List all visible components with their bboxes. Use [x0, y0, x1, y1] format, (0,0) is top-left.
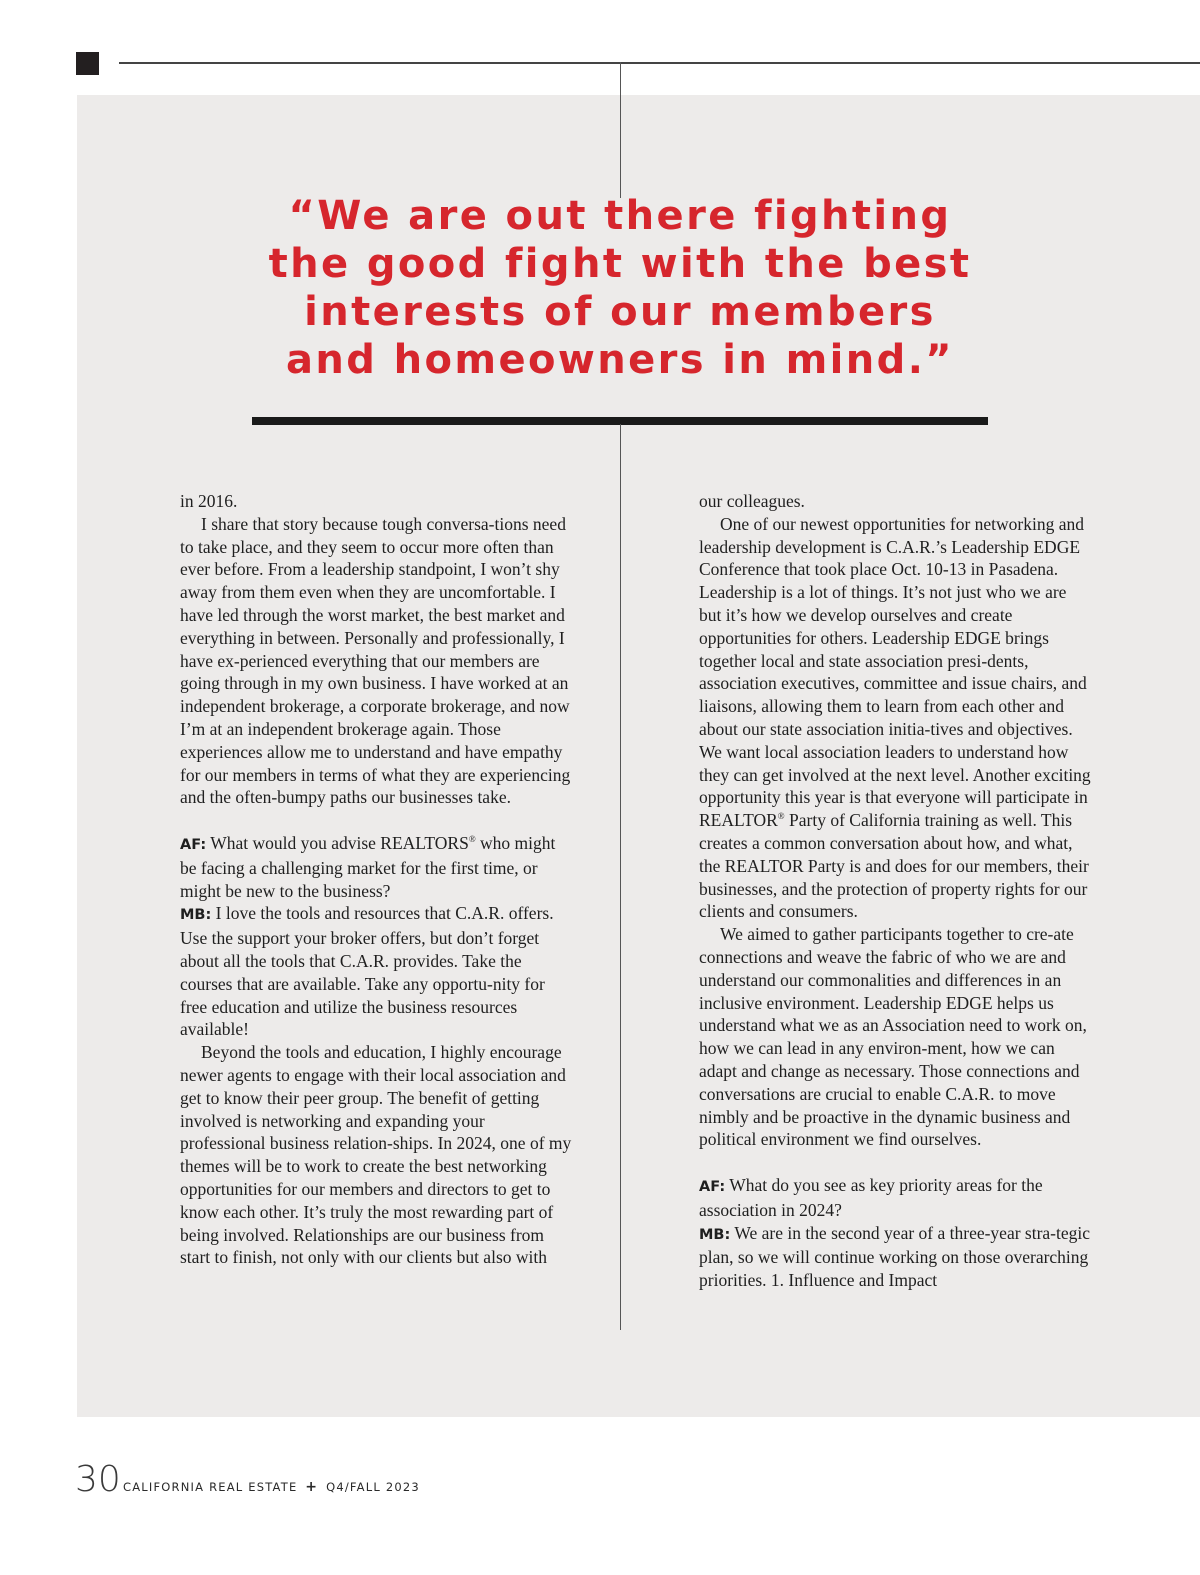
column-divider-top	[620, 62, 621, 198]
left-column	[180, 490, 572, 1269]
column-divider	[620, 424, 621, 1330]
paragraph-text: our colleagues.	[699, 491, 805, 511]
pull-quote: “We are out there fighting the good fight with the best interests of our members and homeowners in mind.”	[268, 193, 972, 383]
top-rule	[119, 62, 1200, 64]
article-paragraph	[180, 832, 572, 902]
article-paragraph	[180, 1041, 572, 1269]
paragraph-text: Beyond the tools and education, I highly encourage newer agents to engage with their local association and get to know their peer group. The benefit of getting involved is networking and expanding your professional business relation-ships. In 2024, one of my themes will be to work to create the best networking opportunities for our members and directors to get to know each other. It’s truly the most rewarding part of being involved. Relationships are our business from start to finish, not only with our clients but also with	[180, 1042, 572, 1268]
article-paragraph	[699, 490, 1091, 513]
corner-square-mark	[76, 52, 99, 75]
page-number: 30	[75, 1459, 121, 1500]
registered-mark: ®	[468, 834, 476, 845]
paragraph-text: I love the tools and resources that C.A.R. offers. Use the support your broker offers, but don’t forget about all the tools that C.A.R. provides. Take the courses that are available. Take any opportu-nity for free education and utilize the business resources available!	[180, 903, 554, 1040]
paragraph-text: We aimed to gather participants together to cre-ate connections and weave the fabric of who we are and understand our commonalities and differences in an inclusive environment. Leadership EDGE helps us understand what we as an Association need to work on, how we can lead in any environ-ment, how we can adapt and change as necessary. Those connections and conversations are crucial to enable C.A.R. to move nimbly and be proactive in the dynamic business and political environment we find ourselves.	[699, 924, 1087, 1150]
paragraph-text: We are in the second year of a three-year stra-tegic plan, so we will continue working on those overarching priorities. 1. Influence and Impact	[699, 1222, 1091, 1291]
article-paragraph	[699, 1222, 1091, 1292]
speaker-label: AF:	[180, 836, 207, 853]
right-column	[699, 490, 1091, 1292]
paragraph-text: I share that story because tough conversa-tions need to take place, and they seem to occur more often than ever before. From a leadership standpoint, I won’t shy away from them even when they are uncomfortable. I have led through the worst market, the best market and everything in between. Personally and professionally, I have ex-perienced everything that our members are going through in my own business. I have worked at an independent brokerage, a corporate brokerage, and now I’m at an independent brokerage again. Those experiences allow me to understand and have empathy for our members in terms of what they are experiencing and the often-bumpy paths our businesses take.	[180, 513, 571, 808]
registered-mark: ®	[777, 811, 785, 822]
speaker-label: AF:	[699, 1178, 726, 1195]
paragraph-text: in 2016.	[180, 491, 238, 511]
article-paragraph	[180, 490, 572, 513]
paragraph-text: What would you advise REALTORS® who might be facing a challenging market for the first time, or might be new to the business?	[180, 832, 556, 901]
publication-line	[123, 1479, 420, 1495]
article-paragraph	[180, 513, 572, 809]
article-paragraph	[699, 513, 1091, 923]
publication-name: CALIFORNIA REAL ESTATE	[123, 1480, 298, 1494]
separator-plus: +	[305, 1479, 319, 1495]
article-paragraph	[180, 902, 572, 1041]
paragraph-text: What do you see as key priority areas for the association in 2024?	[699, 1174, 1043, 1220]
speaker-label: MB:	[180, 907, 212, 924]
paragraph-text: One of our newest opportunities for networking and leadership development is C.A.R.’s Leadership EDGE Conference that took place Oct. 10-13 in Pasadena. Leadership is a lot of things. It’s not just who we are but it’s how we develop ourselves and create opportunities for others. Leadership EDGE brings together local and state association presi-dents, association executives, committee and issue chairs, and liaisons, allowing them to learn from each other and about our state association initia-tives and objectives. We want local association leaders to understand how they can get involved at the next level. Another exciting opportunity this year is that everyone will participate in REALTOR® Party of California training as well. This creates a common conversation about how, and what, the REALTOR Party is and does for our members, their businesses, and the protection of property rights for our clients and consumers.	[699, 513, 1091, 922]
article-paragraph	[699, 1174, 1091, 1222]
issue-label: Q4/FALL 2023	[326, 1480, 420, 1494]
article-paragraph	[699, 923, 1091, 1151]
speaker-label: MB:	[699, 1226, 731, 1243]
